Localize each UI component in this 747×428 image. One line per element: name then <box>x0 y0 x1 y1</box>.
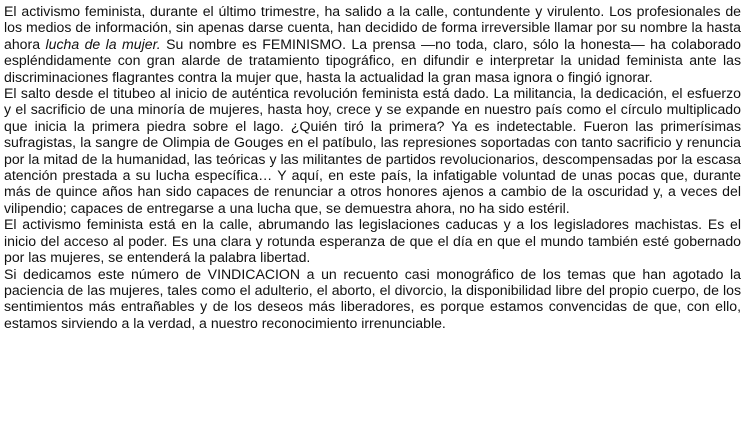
paragraph-vindicacion: Si dedicamos este número de VINDICACION a un recuento casi monográfico de los temas que han agotado la paciencia de las mujeres, tales como el adulterio, el aborto, el divorcio, la disponibilidad libre del propio cuerpo, de los sentimientos más entrañables y de los deseos más liberadores, es porque estamos convencidas de que, con ello, estamos sirviendo a la verdad, a nuestro reconocimiento irrenunciable. <box>4 265 741 331</box>
paragraph-1-italic-phrase: lucha de la mujer. <box>45 35 161 52</box>
paragraph-acceso-al-poder: El activismo feminista está en la calle, abrumando las legislaciones caducas y a los legisladores machistas. Es el inicio del acceso al poder. Es una clara y rotunda esperanza de que el día en que el mundo también esté gobernado por las mujeres, se entenderá la palabra libertad. <box>4 216 741 266</box>
paragraph-1-tail-text: Su nombre es FEMINISMO. La prensa —no toda, claro, sólo la honesta— ha colaborado espléndidamente con gran alarde de tratamiento tipográfico, en difundir e interpretar la unidad feminista ante las discriminaciones flagrantes contra la mujer que, hasta la actualidad la gran masa ignora o fingió ignorar. <box>4 35 741 85</box>
article-body <box>4 3 741 331</box>
paragraph-activismo-en-la-calle <box>4 3 741 85</box>
paragraph-salto-revolucion: El salto desde el titubeo al inicio de auténtica revolución feminista está dado. La militancia, la dedicación, el esfuerzo y el sacrificio de una minoría de mujeres, hasta hoy, crece y se expande en nuestro país como el círculo multiplicado que inicia la primera piedra sobre el lago. ¿Quién tiró la primera? Ya es indetectable. Fueron las primerísimas sufragistas, la sangre de Olimpia de Gouges en el patíbulo, las represiones soportadas con tanto sacrificio y renuncia por la mitad de la humanidad, las teóricas y las militantes de partidos revolucionarios, descompensadas por la escasa atención prestada a su lucha específica… Y aquí, en este país, la infatigable voluntad de unas pocas que, durante más de quince años han sido capaces de renunciar a otros honores ajenos a cambio de la oscuridad y, a veces del vilipendio; capaces de entregarse a una lucha que, se demuestra ahora, no ha sido estéril. <box>4 85 741 216</box>
paragraph-1-lead-text: El activismo feminista, durante el último trimestre, ha salido a la calle, contundente y virulento. Los profesionales de los medios de información, sin apenas darse cuenta, han decidido de forma irreversible llamar por su nombre la hasta ahora <box>4 3 741 52</box>
